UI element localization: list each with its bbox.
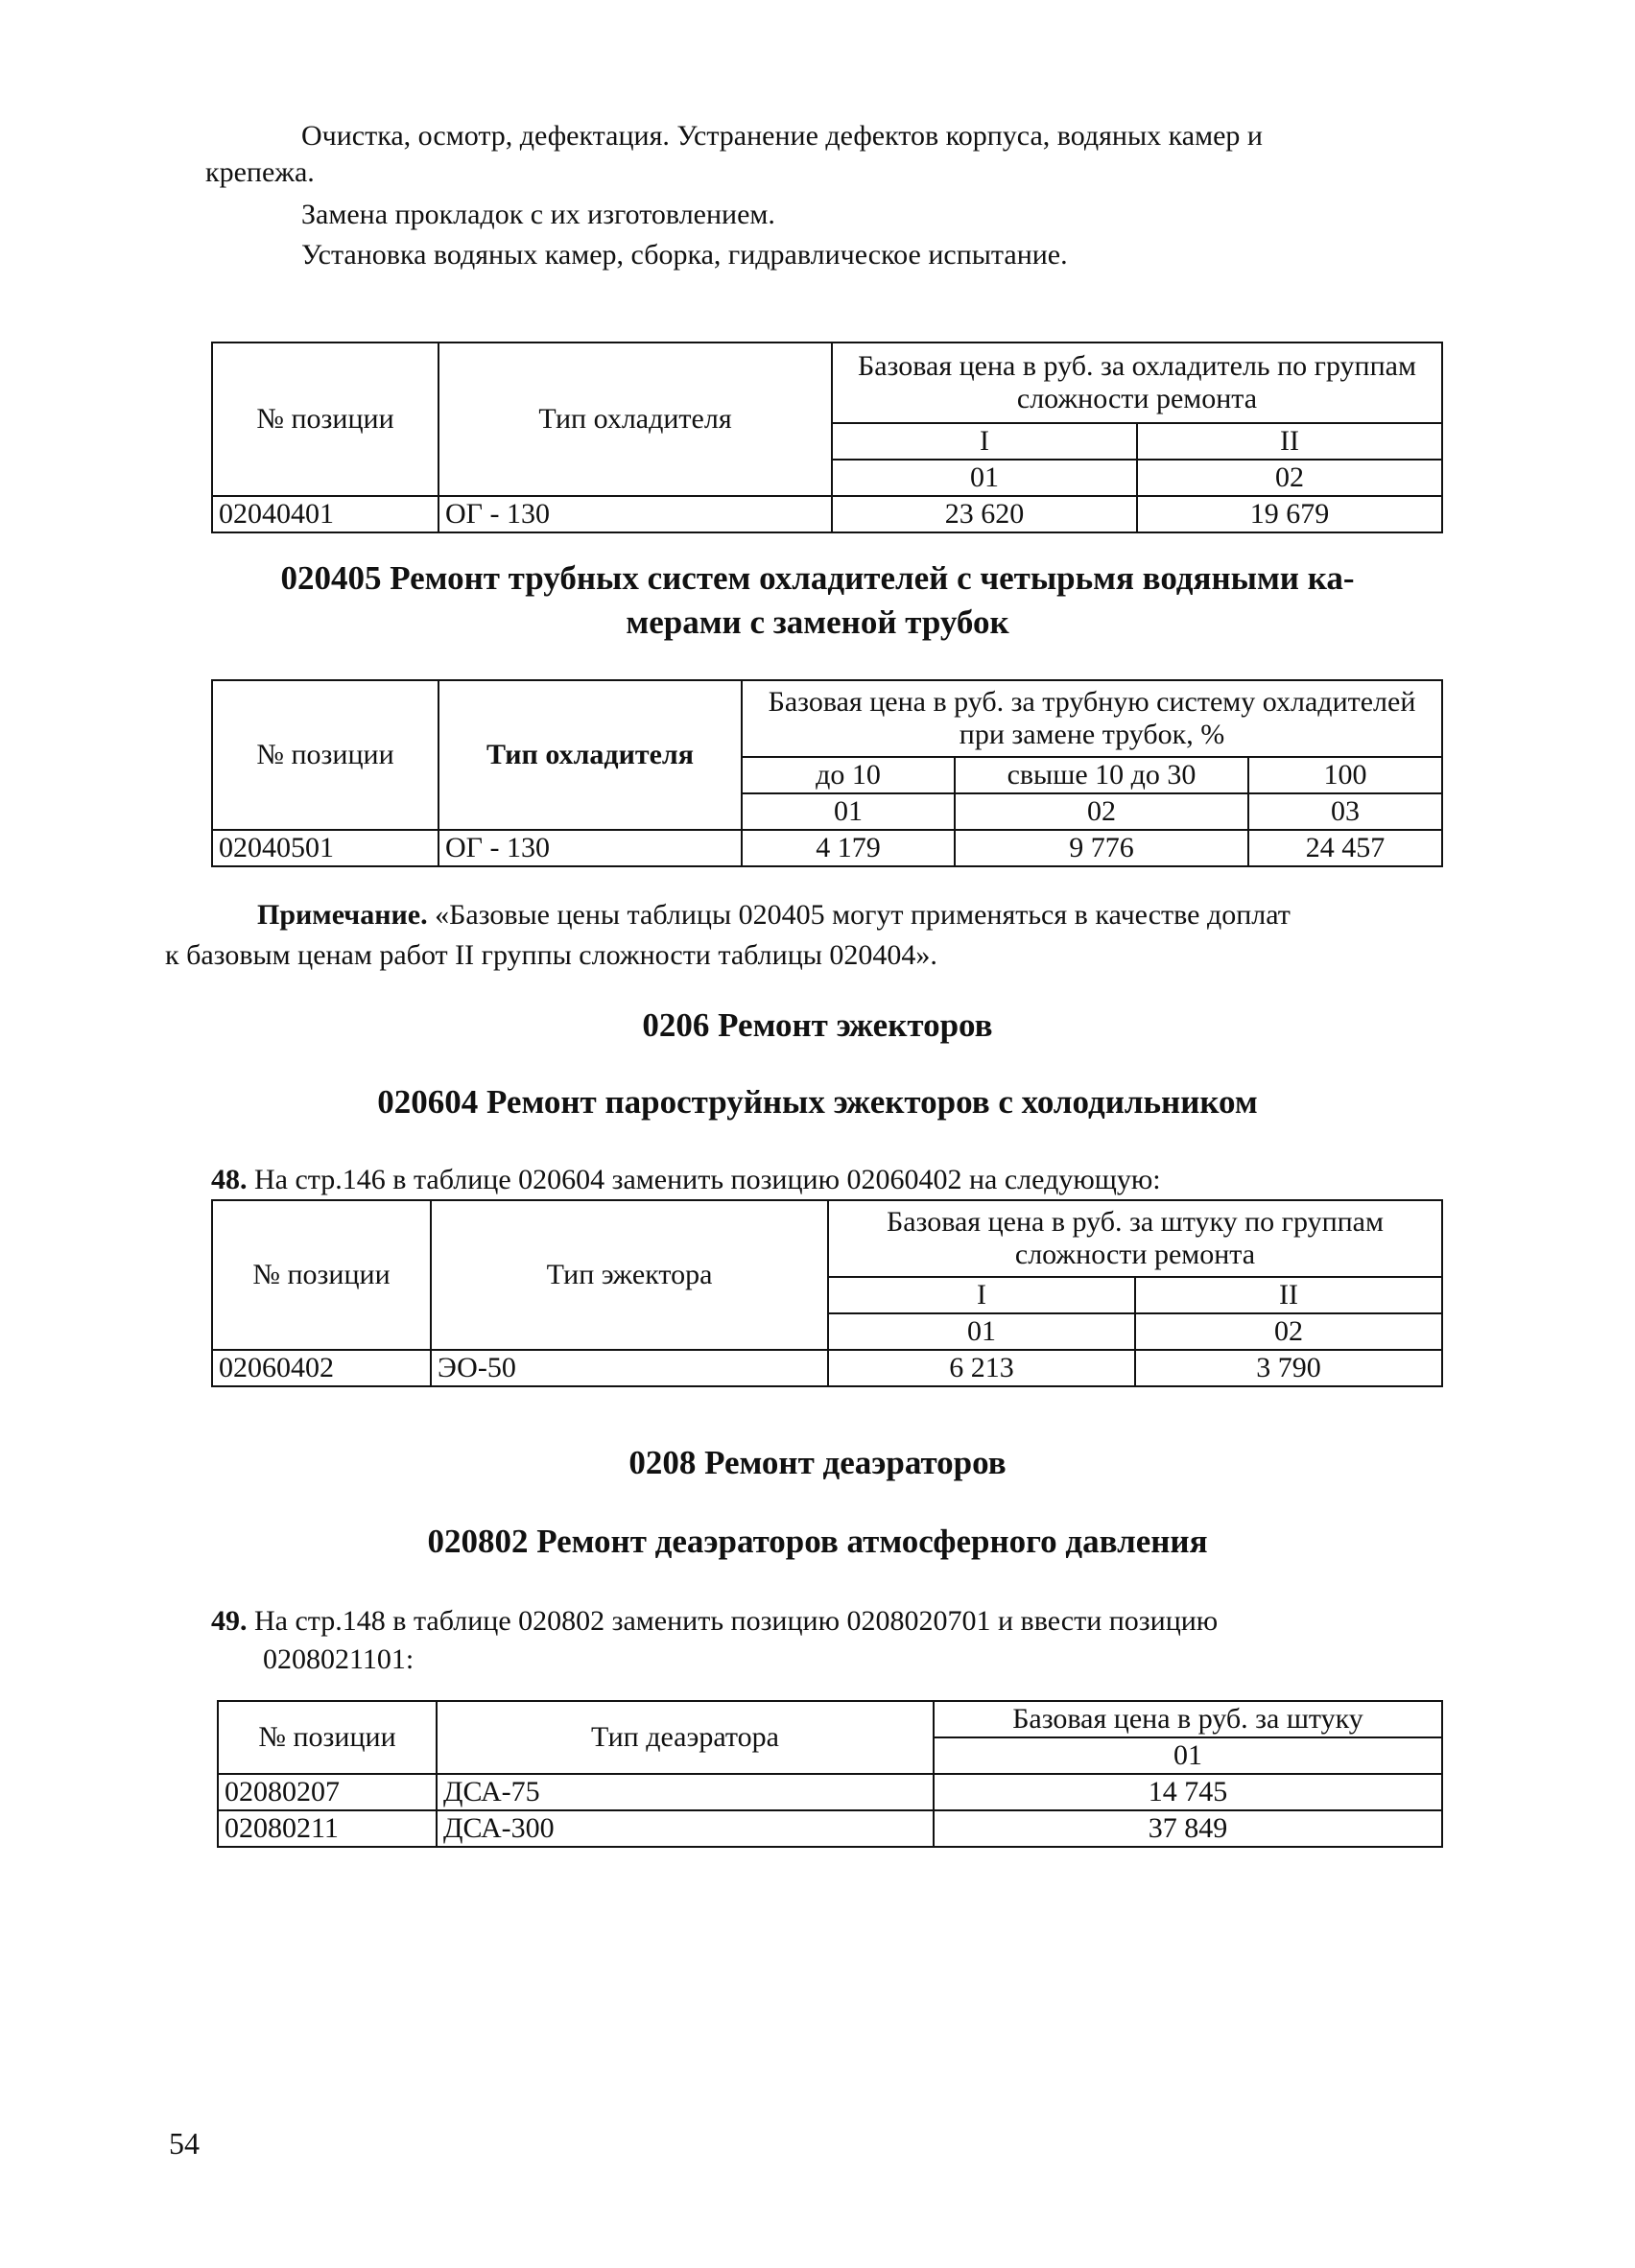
group-label: I — [832, 423, 1137, 460]
header-cooler-type: Тип охладителя — [438, 680, 742, 830]
section-heading-020604: 020604 Ремонт пароструйных эжекторов с холодильником — [377, 1083, 1258, 1121]
section-heading-0206: 0206 Ремонт эжекторов — [642, 1006, 993, 1044]
column-code: 01 — [828, 1313, 1135, 1350]
header-deaerator-type: Тип деаэратора — [437, 1701, 934, 1774]
group-label: II — [1135, 1277, 1442, 1313]
column-code: 01 — [742, 793, 955, 830]
item-48-text: На стр.146 в таблице 020604 заменить позицию 02060402 на следующую: — [247, 1164, 1161, 1195]
header-cooler-type: Тип охладителя — [438, 343, 832, 496]
row-position: 02040401 — [212, 496, 438, 532]
item-49-line-2: 0208021101: — [263, 1643, 415, 1675]
note-label: Примечание. — [257, 899, 428, 931]
header-position: № позиции — [212, 1200, 431, 1350]
header-position: № позиции — [212, 680, 438, 830]
row-value: 4 179 — [742, 830, 955, 866]
header-base-price: Базовая цена в руб. за трубную систему охладителей при замене трубок, % — [742, 680, 1442, 757]
row-value: 24 457 — [1248, 830, 1442, 866]
header-ejector-type: Тип эжектора — [431, 1200, 828, 1350]
column-code: 03 — [1248, 793, 1442, 830]
group-label: свыше 10 до 30 — [955, 757, 1248, 793]
column-code: 02 — [1137, 460, 1442, 496]
row-position: 02080207 — [218, 1774, 437, 1810]
row-value: 9 776 — [955, 830, 1248, 866]
section-heading-0208: 0208 Ремонт деаэраторов — [628, 1444, 1007, 1481]
table-tube-systems — [211, 679, 1443, 867]
row-position: 02080211 — [218, 1810, 437, 1847]
row-type: ЭО-50 — [431, 1350, 828, 1386]
row-type: ДСА-300 — [437, 1810, 934, 1847]
column-code: 02 — [1135, 1313, 1442, 1350]
header-base-price: Базовая цена в руб. за охладитель по группам сложности ремонта — [832, 343, 1442, 423]
intro-line-4: Установка водяных камер, сборка, гидравлическое испытание. — [301, 239, 1068, 271]
note-line-2: к базовым ценам работ II группы сложности таблицы 020404». — [165, 939, 937, 971]
header-base-price: Базовая цена в руб. за штуку — [934, 1701, 1442, 1737]
intro-line-3: Замена прокладок с их изготовлением. — [301, 199, 775, 230]
row-value: 3 790 — [1135, 1350, 1442, 1386]
column-code: 01 — [934, 1737, 1442, 1774]
row-value: 6 213 — [828, 1350, 1135, 1386]
note-line-1 — [257, 896, 1291, 934]
note-text-1: «Базовые цены таблицы 020405 могут применяться в качестве доплат — [427, 899, 1291, 931]
row-type: ОГ - 130 — [438, 830, 742, 866]
table-row — [212, 1350, 1442, 1386]
intro-line-2: крепежа. — [205, 156, 315, 188]
item-48 — [211, 1161, 1161, 1199]
row-value: 14 745 — [934, 1774, 1442, 1810]
table-row — [212, 496, 1442, 532]
row-type: ДСА-75 — [437, 1774, 934, 1810]
row-position: 02060402 — [212, 1350, 431, 1386]
header-position: № позиции — [212, 343, 438, 496]
section-heading-020405-line2: мерами с заменой трубок — [626, 603, 1009, 641]
row-type: ОГ - 130 — [438, 496, 832, 532]
row-value: 37 849 — [934, 1810, 1442, 1847]
column-code: 01 — [832, 460, 1137, 496]
group-label: II — [1137, 423, 1442, 460]
table-coolers — [211, 342, 1443, 533]
section-heading-020405-line1: 020405 Ремонт трубных систем охладителей с четырьмя водяными ка- — [280, 559, 1355, 597]
item-49-number: 49. — [211, 1605, 248, 1637]
row-position: 02040501 — [212, 830, 438, 866]
table-row — [218, 1810, 1442, 1847]
row-value: 19 679 — [1137, 496, 1442, 532]
page-number: 54 — [169, 2126, 200, 2161]
item-49-text-1: На стр.148 в таблице 020802 заменить позицию 0208020701 и ввести позицию — [247, 1605, 1219, 1637]
group-label: I — [828, 1277, 1135, 1313]
row-value: 23 620 — [832, 496, 1137, 532]
table-row — [212, 830, 1442, 866]
table-row — [218, 1774, 1442, 1810]
intro-line-1: Очистка, осмотр, дефектация. Устранение дефектов корпуса, водяных камер и — [301, 120, 1263, 152]
header-base-price: Базовая цена в руб. за штуку по группам сложности ремонта — [828, 1200, 1442, 1277]
group-label: 100 — [1248, 757, 1442, 793]
header-position: № позиции — [218, 1701, 437, 1774]
table-ejectors — [211, 1199, 1443, 1387]
column-code: 02 — [955, 793, 1248, 830]
item-48-number: 48. — [211, 1164, 248, 1195]
item-49-line-1 — [211, 1602, 1218, 1641]
table-deaerators — [217, 1700, 1443, 1848]
group-label: до 10 — [742, 757, 955, 793]
section-heading-020802: 020802 Ремонт деаэраторов атмосферного давления — [427, 1523, 1208, 1560]
